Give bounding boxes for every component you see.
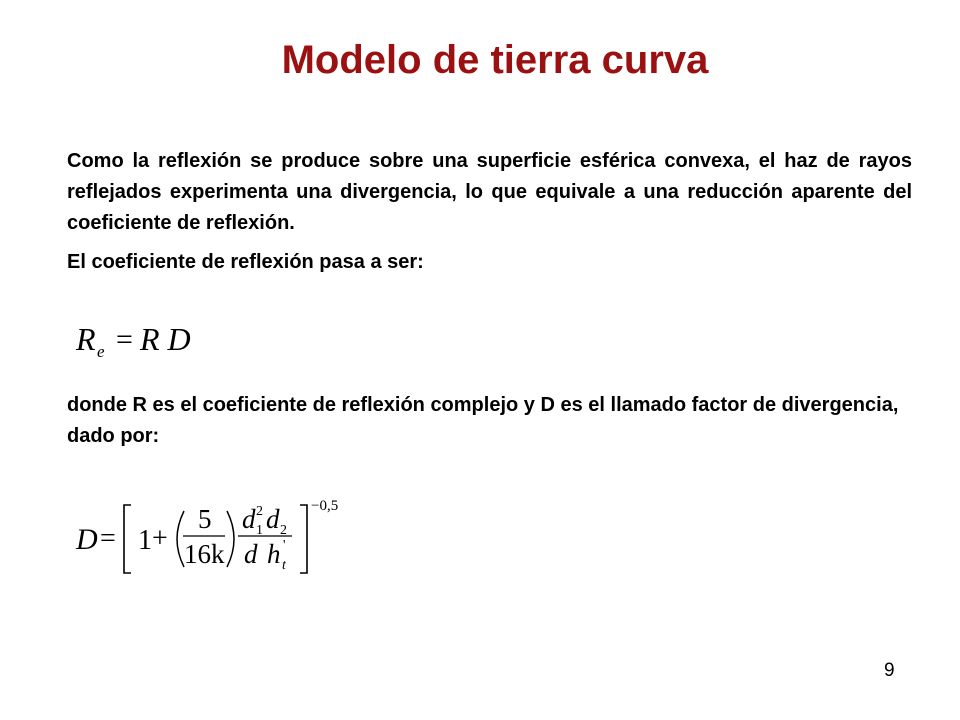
eq2-den-h-prime: ' [283, 538, 286, 553]
left-square-bracket [124, 505, 131, 573]
eq1-subscript-e: e [97, 342, 105, 361]
eq2-den-h: h [267, 539, 281, 569]
eq2-d1-subscript: 1 [256, 523, 263, 538]
eq2-numerator-5: 5 [198, 504, 212, 534]
right-parenthesis [227, 511, 234, 567]
eq2-den-d: d [244, 539, 258, 569]
left-parenthesis [177, 511, 184, 567]
eq2-D: D [76, 523, 98, 556]
slide-title: Modelo de tierra curva [281, 38, 709, 82]
eq2-d2-subscript: 2 [280, 523, 287, 538]
right-square-bracket [300, 505, 307, 573]
eq2-denominator-16k: 16k [184, 539, 225, 569]
page-number: 9 [884, 660, 895, 681]
eq1-R: R [76, 321, 96, 357]
paragraph-divergence-definition: donde R es el coeficiente de reflexión complejo y D es el llamado factor de divergencia, dado por: [67, 394, 899, 447]
eq2-den-h-subscript: t [282, 558, 286, 573]
paragraph-coefficient-intro: El coeficiente de reflexión pasa a ser: [67, 251, 424, 273]
equation-divergence-factor [72, 495, 362, 582]
eq1-rhs: R D [140, 321, 191, 357]
eq2-d1: d [242, 504, 256, 534]
equation-effective-reflection [70, 312, 210, 367]
eq1-equals: = [116, 323, 133, 356]
eq2-d1-superscript: 2 [256, 504, 263, 519]
eq2-plus: + [152, 523, 168, 554]
eq2-d2: d [266, 504, 280, 534]
eq2-equals: = [100, 523, 116, 554]
eq2-one: 1 [138, 525, 152, 556]
eq2-exponent: −0,5 [311, 498, 339, 514]
paragraph-divergence-explanation: Como la reflexión se produce sobre una superficie esférica convexa, el haz de rayos reflejados experimenta una divergencia, lo que equivale a una reducción aparente del coeficiente de reflexión. [67, 150, 912, 234]
